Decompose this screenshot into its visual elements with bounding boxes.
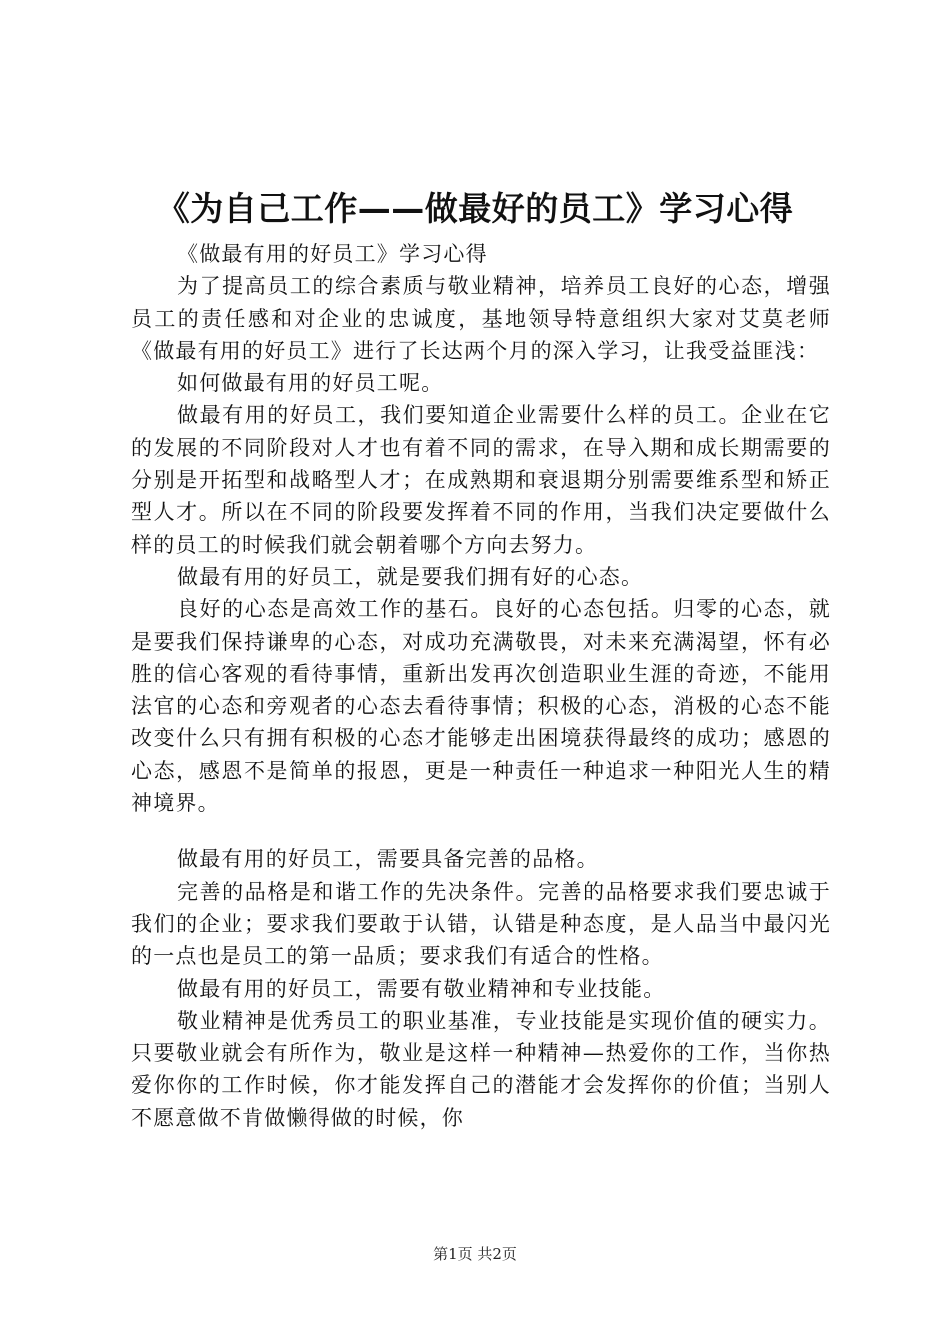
body-paragraph: 做最有用的好员工，就是要我们拥有好的心态。	[177, 564, 644, 589]
subtitle-paragraph: 《做最有用的好员工》学习心得	[177, 242, 488, 266]
body-paragraph: 如何做最有用的好员工呢。	[177, 371, 444, 396]
document-title: 《为自己工作——做最好的员工》学习心得	[156, 189, 794, 228]
body-paragraph: 为了提高员工的综合素质与敬业精神，培养员工良好的心态，增强员工的责任感和对企业的忠诚度，基地领导特意组织大家对艾莫老师《做最有用的好员工》进行了长达两个月的深入学习，让我受益匪浅：	[131, 274, 831, 363]
body-paragraph: 做最有用的好员工，需要具备完善的品格。	[177, 847, 599, 872]
body-paragraph: 完善的品格是和谐工作的先决条件。完善的品格要求我们要忠诚于我们的企业；要求我们要敢于认错，认错是种态度，是人品当中最闪光的一点也是员工的第一品质；要求我们有适合的性格。	[131, 879, 831, 969]
body-paragraph: 良好的心态是高效工作的基石。良好的心态包括。归零的心态，就是要我们保持谦卑的心态，对成功充满敬畏，对未来充满渴望，怀有必胜的信心客观的看待事情，重新出发再次创造职业生涯的奇迹，不能用法官的心态和旁观者的心态去看待事情；积极的心态，消极的心态不能改变什么只有拥有积极的心态才能够走出困境获得最终的成功；感恩的心态，感恩不是简单的报恩，更是一种责任一种追求一种阳光人生的精神境界。	[131, 597, 831, 816]
body-paragraph: 敬业精神是优秀员工的职业基准，专业技能是实现价值的硬实力。只要敬业就会有所作为，敬业是这样一种精神—热爱你的工作，当你热爱你你的工作时候，你才能发挥自己的潜能才会发挥你的价值；当别人不愿意做不肯做懒得做的时候，你	[131, 1008, 831, 1130]
body-paragraph: 做最有用的好员工，需要有敬业精神和专业技能。	[177, 976, 666, 1001]
body-paragraph: 做最有用的好员工，我们要知道企业需要什么样的员工。企业在它的发展的不同阶段对人才也有着不同的需求，在导入期和成长期需要的分别是开拓型和战略型人才；在成熟期和衰退期分别需要维系型和矫正型人才。所以在不同的阶段要发挥着不同的作用，当我们决定要做什么样的员工的时候我们就会朝着哪个方向去努力。	[131, 403, 831, 557]
page-footer: 第1页 共2页	[433, 1245, 517, 1263]
document-body	[131, 238, 831, 1134]
